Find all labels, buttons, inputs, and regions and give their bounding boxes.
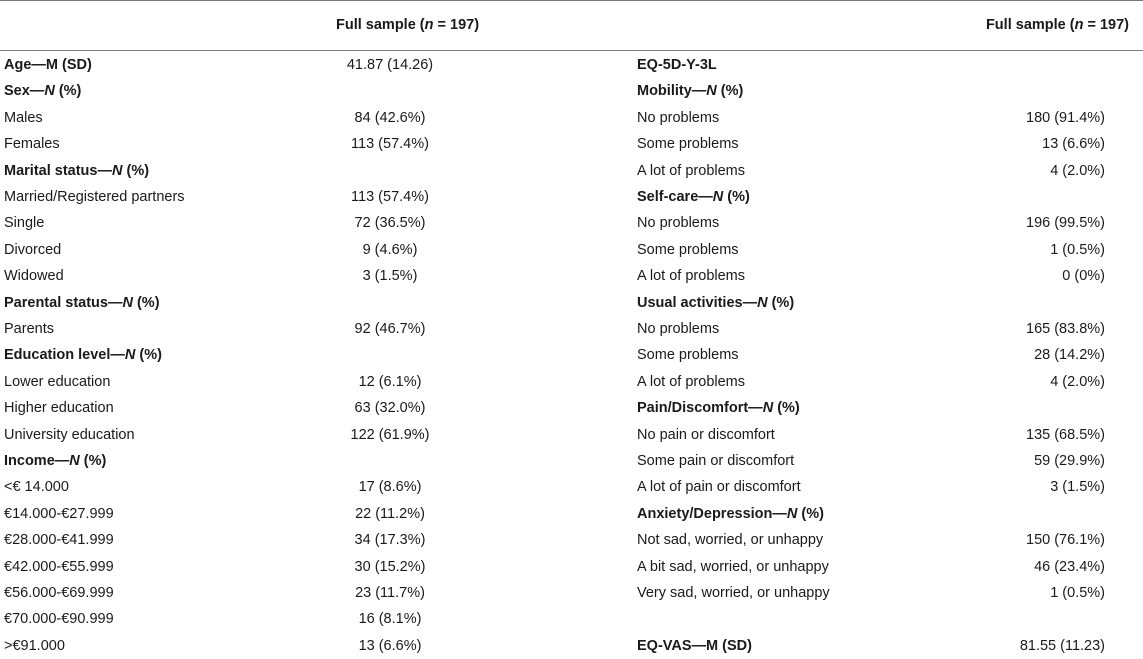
row-value: 30 (15.2%)	[354, 558, 426, 575]
table-row	[0, 105, 1143, 131]
table-row	[0, 474, 1143, 500]
table-row	[0, 554, 1143, 580]
row-value: 1 (0.5%)	[1050, 585, 1105, 601]
row-label: A lot of pain or discomfort	[637, 479, 801, 496]
row-label: University education	[4, 426, 135, 443]
row-value: 46 (23.4%)	[1034, 558, 1105, 575]
row-label: Females	[4, 136, 60, 153]
row-value: 59 (29.9%)	[1034, 453, 1105, 469]
table-row	[0, 448, 1143, 474]
row-value: 84 (42.6%)	[354, 109, 426, 126]
row-value: 63 (32.0%)	[354, 400, 426, 417]
row-value: 34 (17.3%)	[354, 532, 426, 549]
right-column-header: Full sample (n = 197)	[985, 17, 1129, 33]
row-value: 22 (11.2%)	[355, 505, 425, 522]
table-section-row	[0, 290, 1143, 316]
table-section-row	[0, 52, 1143, 78]
row-label: Pain/Discomfort—N (%)	[637, 400, 800, 417]
row-value: 4 (2.0%)	[1050, 162, 1105, 179]
row-label: Income—N (%)	[4, 453, 107, 469]
row-label: No problems	[637, 109, 720, 126]
table-row	[0, 158, 1143, 184]
row-label: Lower education	[4, 373, 111, 390]
row-label: Some problems	[637, 347, 739, 364]
table-row	[0, 263, 1143, 289]
row-label: Higher education	[4, 400, 114, 417]
row-label: No problems	[637, 321, 720, 337]
table-section-row	[0, 633, 1143, 659]
row-value: 13 (6.6%)	[358, 637, 422, 654]
row-label: A bit sad, worried, or unhappy	[637, 558, 829, 575]
row-value: 3 (1.5%)	[362, 268, 418, 285]
row-label: Males	[4, 109, 43, 126]
row-label: Some problems	[637, 136, 739, 153]
table-section-row	[0, 395, 1143, 421]
row-label: Very sad, worried, or unhappy	[637, 585, 830, 601]
row-value: 23 (11.7%)	[355, 585, 425, 601]
row-label: EQ-VAS—M (SD)	[637, 637, 752, 654]
row-label: €70.000-€90.999	[4, 611, 114, 628]
row-value: 17 (8.6%)	[358, 479, 422, 496]
row-value: 180 (91.4%)	[1026, 109, 1105, 126]
table-row	[0, 606, 1143, 632]
row-label: A lot of problems	[637, 162, 745, 179]
row-label: Parental status—N (%)	[4, 294, 160, 311]
row-label: Marital status—N (%)	[4, 162, 150, 179]
row-label: No pain or discomfort	[637, 426, 775, 443]
row-label: Married/Registered partners	[4, 189, 185, 205]
row-label: Not sad, worried, or unhappy	[637, 532, 824, 549]
table-row	[0, 580, 1143, 606]
row-label: >€91.000	[4, 637, 65, 654]
table-row	[0, 316, 1143, 342]
table-section-row	[0, 78, 1143, 104]
row-label: A lot of problems	[637, 373, 745, 390]
table-section-row	[0, 184, 1143, 210]
table-row	[0, 237, 1143, 263]
row-label: Some problems	[637, 241, 739, 258]
row-label: Sex—N (%)	[4, 83, 82, 100]
row-value: 150 (76.1%)	[1026, 532, 1105, 549]
top-rule	[0, 0, 1143, 1]
row-label: Mobility—N (%)	[637, 83, 744, 100]
table-row	[0, 527, 1143, 553]
row-label: €42.000-€55.999	[4, 558, 114, 575]
row-label: Widowed	[4, 268, 64, 285]
row-value: 81.55 (11.23)	[1019, 637, 1105, 654]
row-value: 135 (68.5%)	[1026, 426, 1105, 443]
row-label: Age—M (SD)	[4, 57, 92, 73]
row-value: 113 (57.4%)	[351, 189, 429, 205]
row-value: 9 (4.6%)	[362, 241, 418, 258]
row-label: Anxiety/Depression—N (%)	[637, 505, 824, 522]
row-label: Education level—N (%)	[4, 347, 162, 364]
row-value: 28 (14.2%)	[1034, 347, 1105, 364]
row-value: 113 (57.4%)	[351, 136, 429, 153]
row-label: Self-care—N (%)	[637, 189, 750, 205]
row-value: 0 (0%)	[1062, 268, 1105, 285]
row-value: 72 (36.5%)	[354, 215, 426, 232]
table-row	[0, 131, 1143, 157]
row-label: <€ 14.000	[4, 479, 69, 496]
row-label: No problems	[637, 215, 720, 232]
row-value: 196 (99.5%)	[1026, 215, 1105, 232]
row-label: Single	[4, 215, 45, 232]
row-label: €14.000-€27.999	[4, 505, 114, 522]
row-value: 41.87 (14.26)	[346, 57, 434, 73]
row-label: Usual activities—N (%)	[637, 294, 795, 311]
table-row	[0, 369, 1143, 395]
row-label: EQ-5D-Y-3L	[637, 57, 717, 73]
row-value: 1 (0.5%)	[1050, 241, 1105, 258]
row-label: Parents	[4, 321, 54, 337]
row-label: €28.000-€41.999	[4, 532, 114, 549]
row-value: 13 (6.6%)	[1042, 136, 1105, 153]
header-rule	[0, 50, 1143, 51]
left-column-header: Full sample (n = 197)	[336, 17, 480, 33]
table-row	[0, 210, 1143, 236]
row-label: €56.000-€69.999	[4, 585, 114, 601]
row-value: 16 (8.1%)	[358, 611, 422, 628]
table-section-row	[0, 501, 1143, 527]
row-value: 122 (61.9%)	[350, 426, 430, 443]
row-value: 165 (83.8%)	[1026, 321, 1105, 337]
table-row	[0, 342, 1143, 368]
row-value: 92 (46.7%)	[354, 321, 426, 337]
row-value: 3 (1.5%)	[1050, 479, 1105, 496]
table-row	[0, 422, 1143, 448]
row-value: 4 (2.0%)	[1050, 373, 1105, 390]
row-value: 12 (6.1%)	[358, 373, 422, 390]
row-label: A lot of problems	[637, 268, 745, 285]
row-label: Some pain or discomfort	[637, 453, 795, 469]
row-label: Divorced	[4, 241, 62, 258]
